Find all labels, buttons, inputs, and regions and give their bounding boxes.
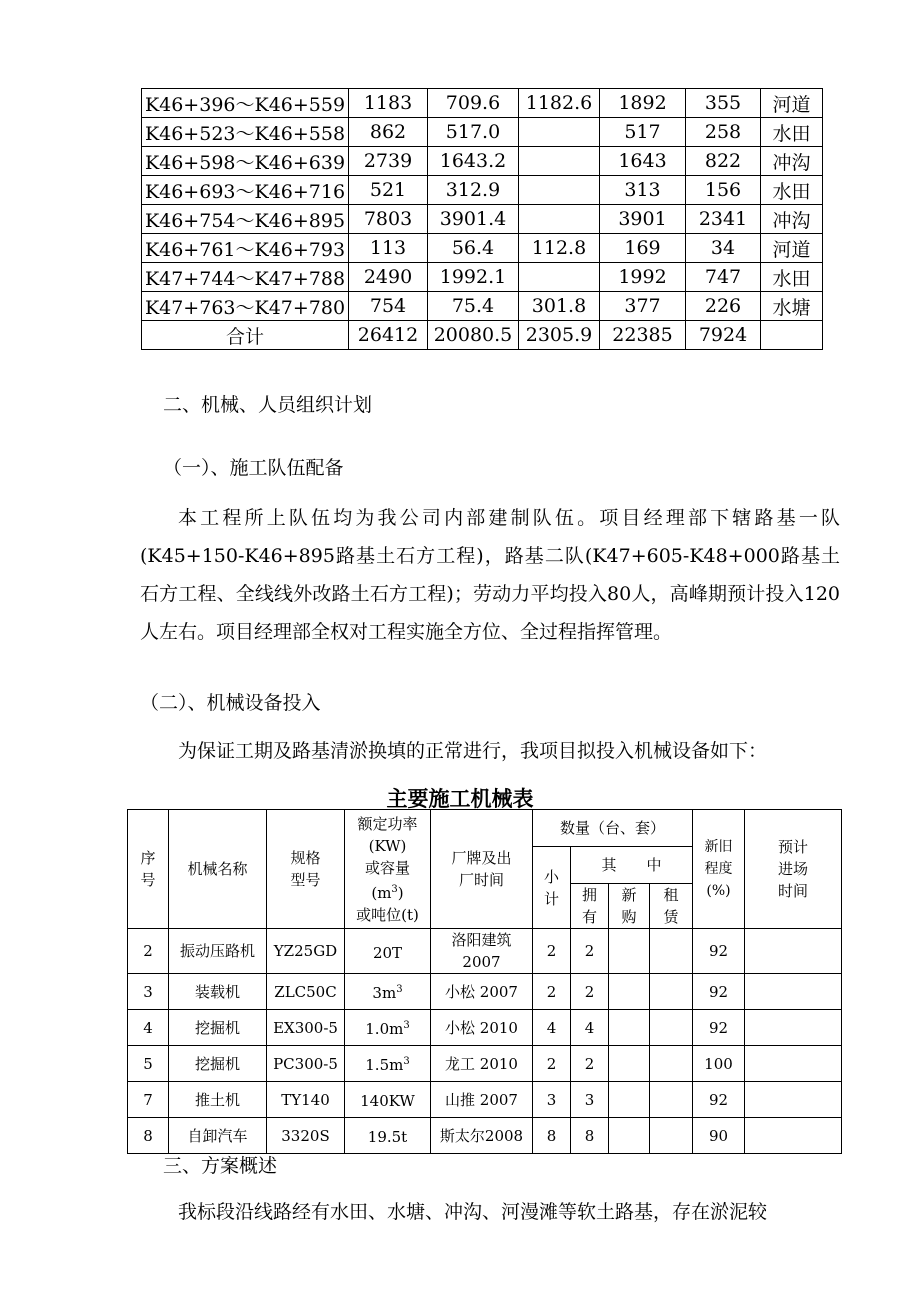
header-row bbox=[128, 810, 842, 847]
paragraph: 为保证工期及路基清淤换填的正常进行，我项目拟投入机械设备如下： bbox=[178, 740, 768, 762]
header-model: 规格型号 bbox=[267, 810, 345, 929]
table-row: K46+754～K46+895 7803 3901.4 3901 2341 冲沟 bbox=[142, 205, 823, 234]
table-row: 3 装载机 ZLC50C $3m^3$ 小松 2007 2 2 92 bbox=[128, 974, 842, 1010]
table-title: 主要施工机械表 bbox=[386, 787, 534, 811]
machinery-table bbox=[127, 809, 842, 1154]
table-row: 5 挖掘机 PC300-5 $1.5m^3$ 龙工 2010 2 2 100 bbox=[128, 1046, 842, 1082]
table-row: K46+761～K46+793 113 56.4 112.8 169 34 河道 bbox=[142, 234, 823, 263]
header-owned: 拥有 bbox=[571, 884, 609, 929]
table-row: K46+396～K46+559 1183 709.6 1182.6 1892 355 河道 bbox=[142, 89, 823, 118]
header-entry-time: 预计进场时间 bbox=[745, 810, 842, 929]
table-row: K46+523～K46+558 862 517.0 517 258 水田 bbox=[142, 118, 823, 147]
total-row: 合计 26412 20080.5 2305.9 22385 7924 bbox=[142, 321, 823, 350]
header-no: 序号 bbox=[128, 810, 169, 929]
header-among: 其 中 bbox=[571, 847, 693, 884]
subsection-heading: （二）、机械设备投入 bbox=[140, 692, 321, 714]
header-power: 额定功率 (KW) 或容量 $(m^3)$ 或吨位(t) bbox=[345, 810, 431, 929]
header-name: 机械名称 bbox=[169, 810, 267, 929]
table-row: 7 推土机 TY140 140KW 山推 2007 3 3 92 bbox=[128, 1082, 842, 1118]
paragraph: 本工程所上队伍均为我公司内部建制队伍。项目经理部下辖路基一队(K45+150-K46+895路基土石方工程)，路基二队(K47+605-K48+000路基土石方工程、全线线外改路土石方工程)；劳动力平均投入80人，高峰期预计投入120人左右。项目经理部全权对工程实施全方位、全过程指挥管理。 bbox=[140, 507, 840, 643]
table-row: K47+744～K47+788 2490 1992.1 1992 747 水田 bbox=[142, 263, 823, 292]
header-condition: 新旧程度(%) bbox=[693, 810, 745, 929]
header-subtotal: 小计 bbox=[533, 847, 571, 929]
table-row: K46+693～K46+716 521 312.9 313 156 水田 bbox=[142, 176, 823, 205]
earthwork-table bbox=[141, 88, 823, 350]
subsection-heading: （一）、施工队伍配备 bbox=[163, 457, 344, 479]
table-row: 2 振动压路机 YZ25GD 20T 洛阳建筑2007 2 2 92 bbox=[128, 929, 842, 974]
header-manufacturer: 厂牌及出厂时间 bbox=[431, 810, 533, 929]
table-row: K46+598～K46+639 2739 1643.2 1643 822 冲沟 bbox=[142, 147, 823, 176]
section-heading: 二、机械、人员组织计划 bbox=[163, 394, 373, 416]
table-row: 8 自卸汽车 3320S 19.5t 斯太尔2008 8 8 90 bbox=[128, 1118, 842, 1154]
paragraph: 我标段沿线路经有水田、水塘、冲沟、河漫滩等软土路基，存在淤泥较 bbox=[178, 1201, 768, 1223]
header-new: 新购 bbox=[609, 884, 650, 929]
section-heading: 三、方案概述 bbox=[163, 1155, 278, 1177]
table-row: K47+763～K47+780 754 75.4 301.8 377 226 水塘 bbox=[142, 292, 823, 321]
header-quantity: 数量（台、套） bbox=[533, 810, 693, 847]
header-rented: 租赁 bbox=[650, 884, 693, 929]
table-row: 4 挖掘机 EX300-5 $1.0m^3$ 小松 2010 4 4 92 bbox=[128, 1010, 842, 1046]
